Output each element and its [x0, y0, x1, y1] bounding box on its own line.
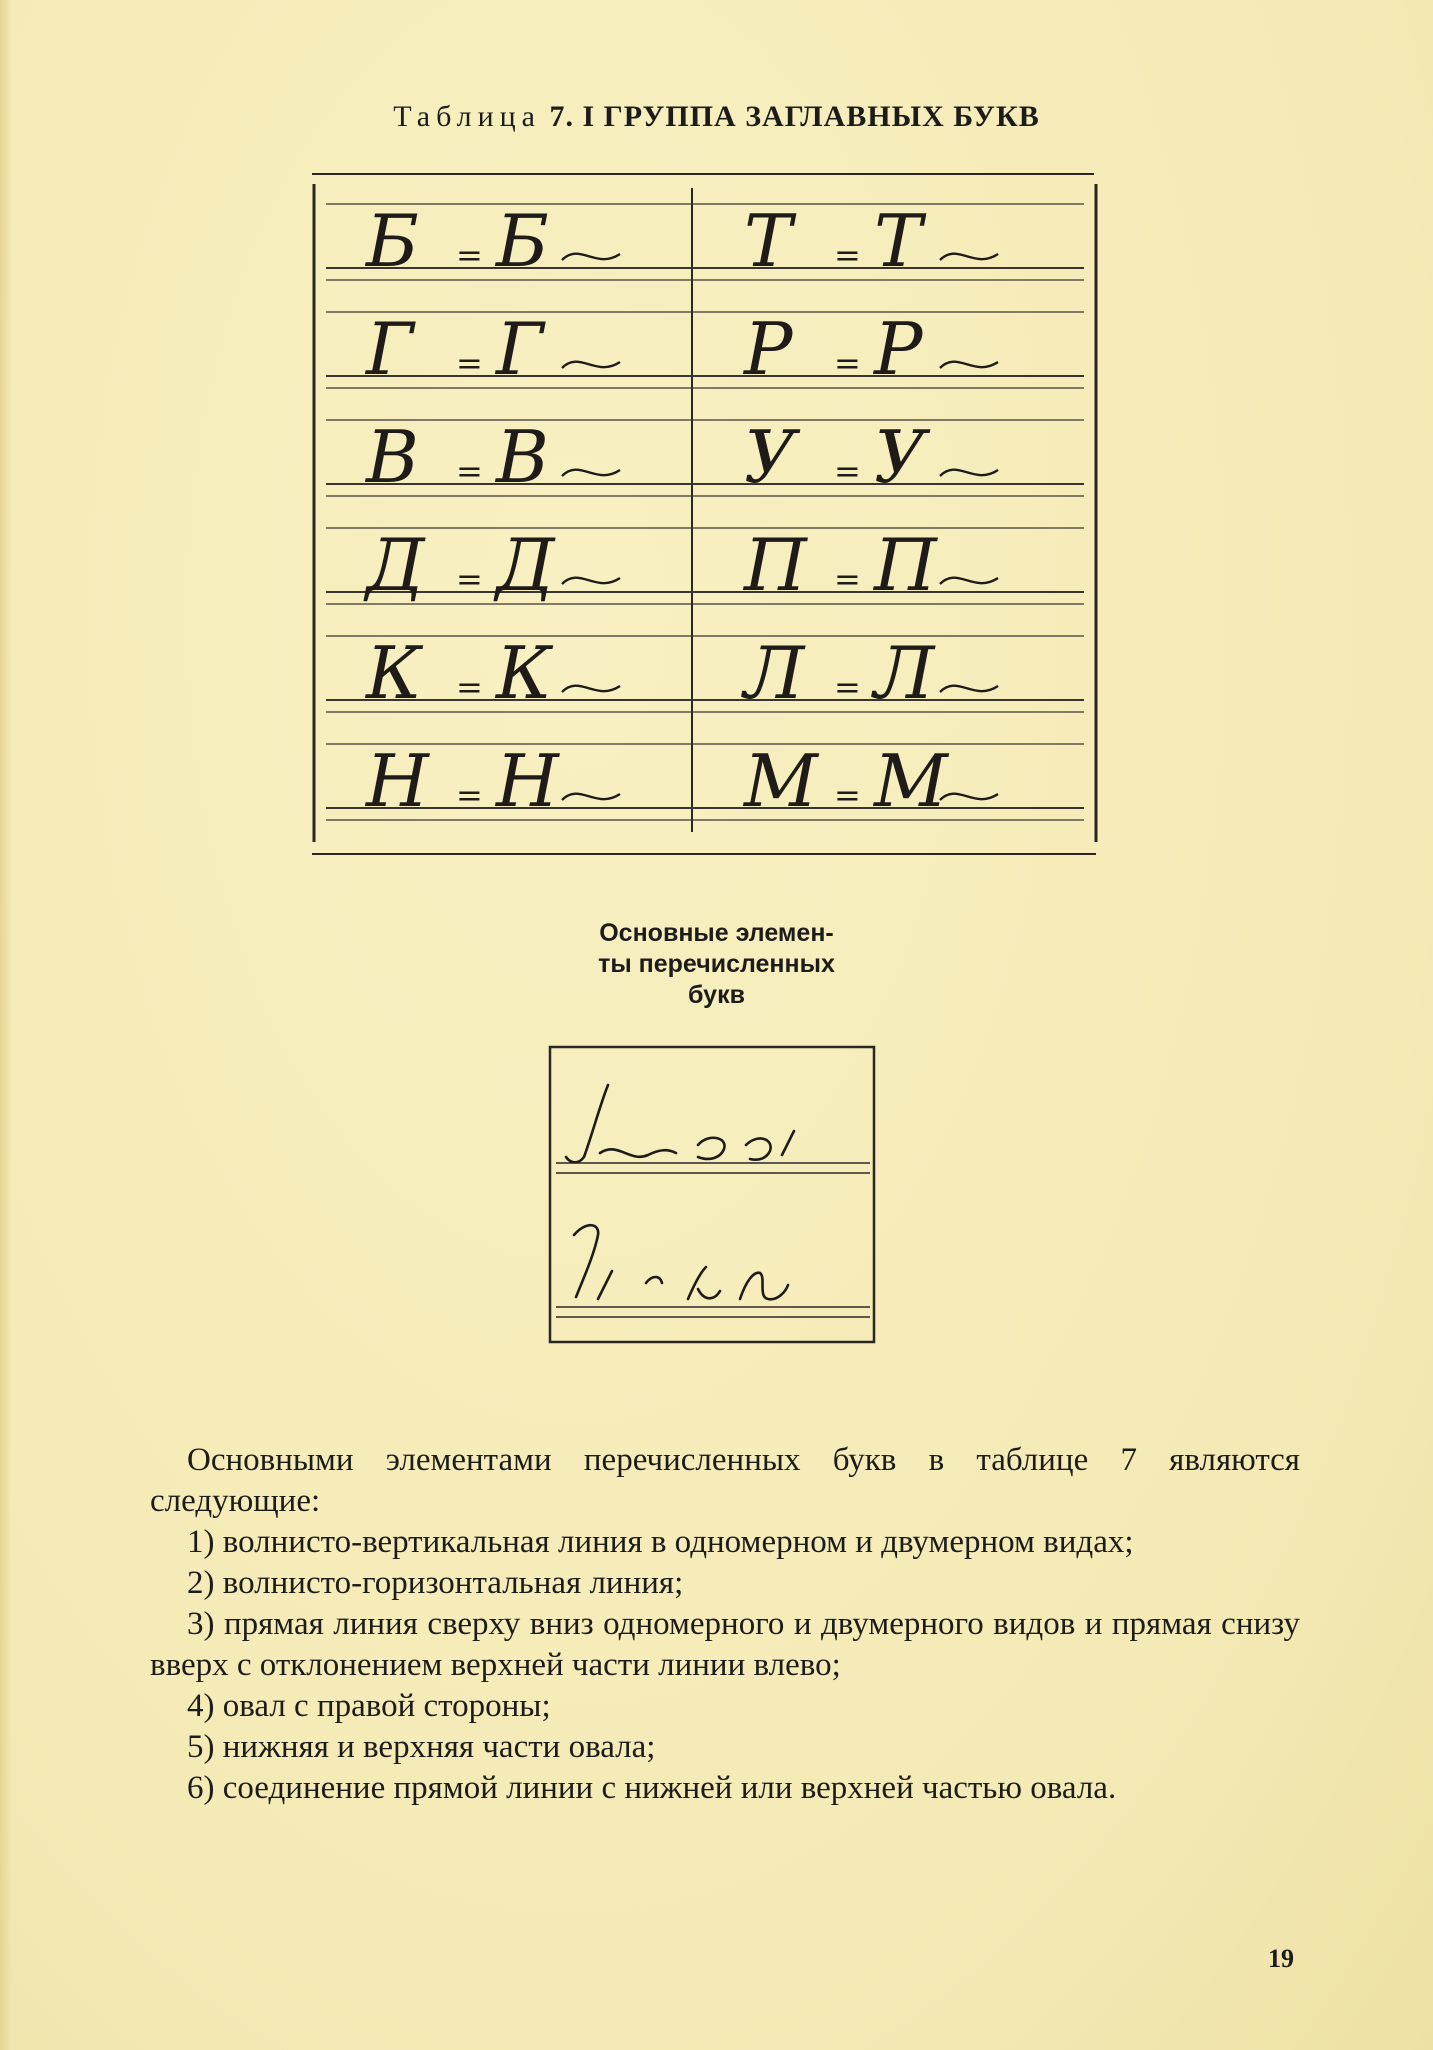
- wave-stroke: [562, 470, 620, 476]
- letters-table-drawing: [312, 170, 1102, 860]
- letter-left_column-4-decomposed: К: [496, 631, 552, 715]
- title-text: I ГРУППА ЗАГЛАВНЫХ БУКВ: [582, 100, 1040, 133]
- wave-stroke: [940, 578, 998, 584]
- letter-right_column-0: Т: [744, 199, 793, 283]
- caption-line-3: букв: [688, 981, 745, 1009]
- oval-right-element: [698, 1138, 725, 1159]
- paragraph-intro: Основными элементами перечисленных букв в таблице 7 являются следующие:: [150, 1442, 1300, 1519]
- wave-stroke: [562, 254, 620, 260]
- paragraph-item-6: 6) соединение прямой линии с нижней или верхней частью овала.: [187, 1770, 1117, 1806]
- wave-stroke: [940, 470, 998, 476]
- equals-sign: =: [834, 668, 861, 706]
- equals-sign: =: [456, 452, 483, 490]
- letter-right_column-3: П: [744, 523, 807, 607]
- letter-right_column-5: М: [744, 739, 818, 823]
- top-oval-joined-stroke: [574, 1225, 598, 1297]
- letter-right_column-3-decomposed: П: [874, 523, 937, 607]
- caption-line-1: Основные элемен-: [599, 919, 834, 947]
- basic-elements-drawing: [548, 1045, 878, 1345]
- letter-right_column-2: У: [744, 415, 797, 499]
- equals-sign: =: [456, 236, 483, 274]
- equals-sign: =: [834, 776, 861, 814]
- wavy-horizontal-stroke: [600, 1149, 676, 1156]
- letter-left_column-1-decomposed: Г: [496, 307, 544, 391]
- wave-stroke: [562, 686, 620, 692]
- letter-right_column-1-decomposed: Р: [874, 307, 923, 391]
- basic-elements-box: [548, 1045, 878, 1345]
- paragraph-item-1: 1) волнисто-вертикальная линия в одномерном и двумерном видах;: [187, 1524, 1134, 1560]
- letter-left_column-1: Г: [366, 307, 414, 391]
- letter-left_column-3: Д: [366, 523, 425, 607]
- letter-left_column-2-decomposed: В: [496, 415, 549, 499]
- left-column-letters: [363, 199, 620, 823]
- equals-sign: =: [456, 668, 483, 706]
- loop-element: [688, 1267, 720, 1299]
- letter-right_column-4-decomposed: Л: [874, 631, 935, 715]
- letter-right_column-0-decomposed: Т: [874, 199, 923, 283]
- letter-left_column-0-decomposed: Б: [496, 199, 549, 283]
- small-arc-element: [646, 1277, 662, 1283]
- title-label: Таблица: [393, 100, 541, 133]
- wave-stroke: [562, 578, 620, 584]
- letter-left_column-5-decomposed: Н: [496, 739, 559, 823]
- letter-right_column-4: Л: [744, 631, 805, 715]
- wave-stroke: [562, 362, 620, 368]
- page-edge-shadow: [0, 0, 12, 2050]
- letter-left_column-0: Б: [366, 199, 419, 283]
- letter-left_column-4: К: [366, 631, 422, 715]
- oval-part-element: [746, 1138, 771, 1159]
- equals-sign: =: [456, 560, 483, 598]
- equals-sign: =: [456, 344, 483, 382]
- paragraph-item-5: 5) нижняя и верхняя части овала;: [187, 1729, 656, 1765]
- equals-sign: =: [834, 560, 861, 598]
- right-column-letters: [741, 199, 998, 823]
- upstroke-element: [598, 1271, 612, 1299]
- letter-right_column-1: Р: [744, 307, 793, 391]
- equals-sign: =: [834, 452, 861, 490]
- handwriting-ruling: [326, 204, 1084, 820]
- wave-stroke: [562, 794, 620, 800]
- paragraph-item-4: 4) овал с правой стороны;: [187, 1688, 551, 1724]
- wave-stroke: [940, 254, 998, 260]
- letter-right_column-2-decomposed: У: [874, 415, 927, 499]
- title-number: 7.: [549, 100, 574, 133]
- table-title: [0, 100, 1433, 134]
- caption-line-2: ты перечисленных: [598, 950, 835, 978]
- wave-stroke: [940, 794, 998, 800]
- page-number: 19: [1268, 1944, 1294, 1973]
- equals-sign: =: [456, 776, 483, 814]
- explanation-text: [150, 1440, 1300, 1809]
- wave-stroke: [940, 362, 998, 368]
- wave-stroke: [940, 686, 998, 692]
- capital-letters-table: [312, 170, 1102, 860]
- joined-oval-element: [740, 1273, 788, 1300]
- letter-right_column-5-decomposed: М: [874, 739, 948, 823]
- letter-left_column-3-decomposed: Д: [496, 523, 555, 607]
- equals-sign: =: [834, 236, 861, 274]
- letter-left_column-5: Н: [366, 739, 429, 823]
- elements-caption: [0, 918, 1433, 1011]
- letter-left_column-2: В: [366, 415, 419, 499]
- paragraph-item-3: 3) прямая линия сверху вниз одномерного и двумерного видов и прямая снизу вверх с отклонением верхней части линии влево;: [150, 1606, 1300, 1683]
- slanted-stroke: [782, 1131, 794, 1155]
- paragraph-item-2: 2) волнисто-горизонтальная линия;: [187, 1565, 684, 1601]
- equals-sign: =: [834, 344, 861, 382]
